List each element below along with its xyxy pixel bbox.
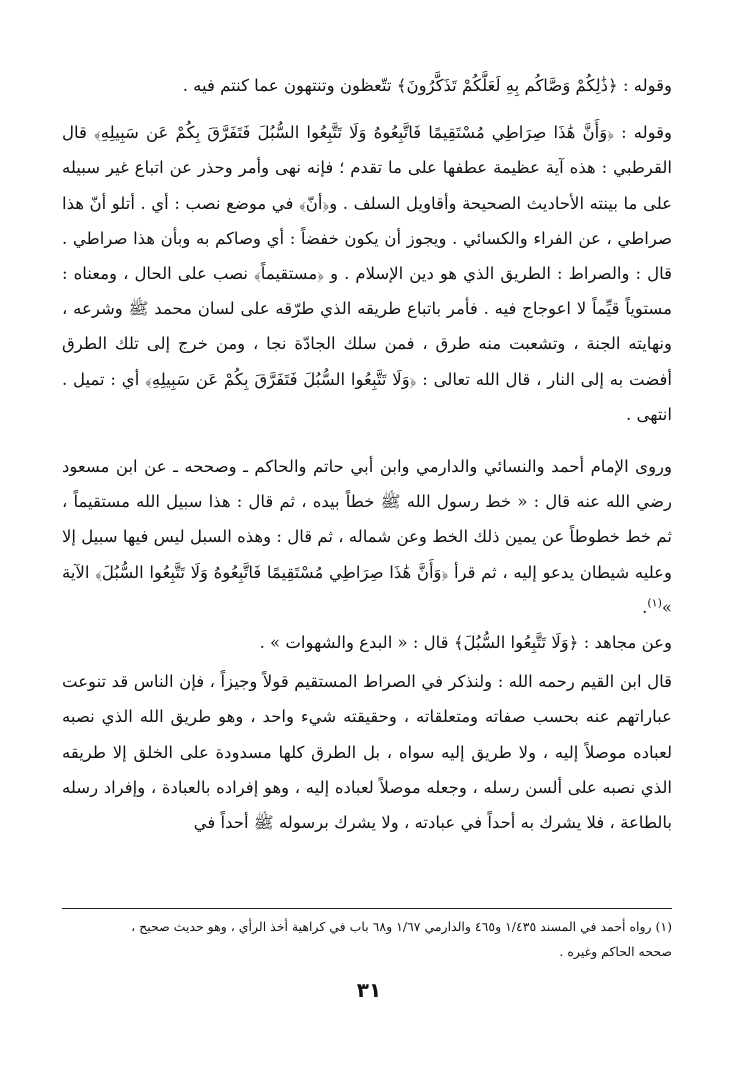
footnote-line-2: صححه الحاكم وغيره . [559, 944, 672, 959]
paragraph-3-text: وروى الإمام أحمد والنسائي والدارمي وابن أبي حاتم والحاكم ـ وصححه ـ عن ابن مسعود رضي الله عنه قال : « خط رسول الله ﷺ خطاً بيده ، ثم قال : هذا سبيل الله مستقيماً ، ثم خط خطوطاً عن يمين ذلك الخط وعن شماله ، ثم قال : وهذه السبل ليس فيها سبيل إلا وعليه شيطان يدعو إليه ، ثم قرأ ﴿وَأَنَّ هَٰذَا صِرَاطِي مُسْتَقِيمًا فَاتَّبِعُوهُ وَلَا تَتَّبِعُوا السُّبُلَ﴾ الآية » [62, 457, 672, 617]
footnote-line-1: (١) رواه أحمد في المسند ١/٤٣٥ و٤٦٥ والدارمي ١/٦٧ و٦٨ باب في كراهية أخذ الرأي ، وهو حديث صحيح ، [131, 919, 672, 934]
paragraph-4: وعن مجاهد : ﴿وَلَا تَتَّبِعُوا السُّبُلَ﴾ قال : « البدع والشهوات » . [259, 633, 672, 653]
paragraph-3-end: . [642, 597, 648, 617]
footnote [62, 914, 672, 964]
paragraph-5: قال ابن القيم رحمه الله : ولنذكر في الصراط المستقيم قولاً وجيزاً ، فإن الناس قد تنوعت عباراتهم عنه بحسب صفاته ومتعلقاته ، وحقيقته شيء واحد ، وهو طريق الله الذي نصبه لعباده موصلاً إليه ، ولا طريق إليه سواه ، بل الطرق كلها مسدودة على الخلق إلا طريقه الذي نصبه على ألسن رسله ، وجعله موصلاً لعباده إليه ، وهو إفراده بالعبادة ، وإفراد رسله بالطاعة ، فلا يشرك به أحداً في عبادته ، ولا يشرك برسوله ﷺ أحداً في [62, 672, 672, 833]
paragraph-3 [62, 449, 672, 625]
footnote-divider [62, 908, 672, 909]
paragraph-2: وقوله : ﴿وَأَنَّ هَٰذَا صِرَاطِي مُسْتَقِيمًا فَاتَّبِعُوهُ وَلَا تَتَّبِعُوا السُّبُلَ فَتَفَرَّقَ بِكُمْ عَن سَبِيلِهِ﴾ قال القرطبي : هذه آية عظيمة عطفها على ما تقدم ؛ فإنه نهى وأمر وحذر عن اتباع غير سبيله على ما بينته الأحاديث الصحيحة وأقاويل السلف . و﴿أنّ﴾ في موضع نصب : أي . أتلو أنّ هذا صراطي ، عن الفراء والكسائي . ويجوز أن يكون خفضاً : أي وصاكم به وبأن هذا صراطي . قال : والصراط : الطريق الذي هو دين الإسلام . و ﴿مستقيماً﴾ نصب على الحال ، ومعناه : مستوياً قيِّماً لا اعوجاج فيه . فأمر باتباع طريقه الذي طرّقه على لسان محمد ﷺ وشرعه ، ونهايته الجنة ، وتشعبت منه طرق ، فمن سلك الجادّة نجا ، ومن خرج إلى تلك الطرق أفضت به إلى النار ، قال الله تعالى : ﴿وَلَا تَتَّبِعُوا السُّبُلَ فَتَفَرَّقَ بِكُمْ عَن سَبِيلِهِ﴾ أي : تميل . انتهى . [62, 123, 672, 424]
paragraph-1: وقوله : ﴿ذَٰلِكُمْ وَصَّاكُم بِهِ لَعَلَّكُمْ تَذَكَّرُونَ﴾ تتّعظون وتنتهون عما كنتم فيه . [182, 76, 672, 95]
page-number: ٣١ [356, 978, 382, 1002]
footnote-marker: (١) [647, 596, 662, 610]
